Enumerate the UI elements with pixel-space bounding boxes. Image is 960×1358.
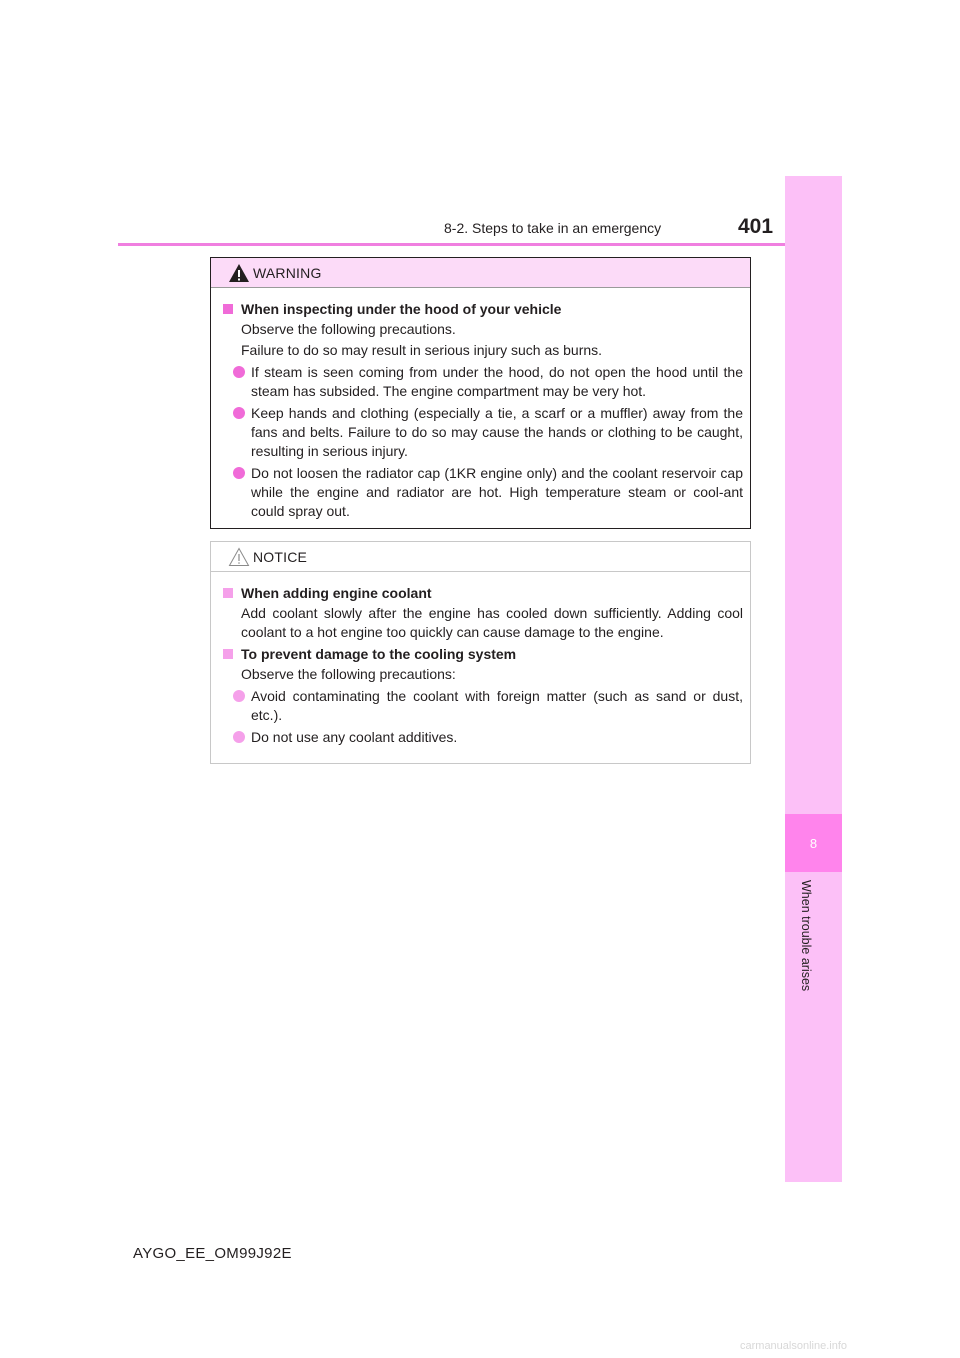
notice-section-title-text: To prevent damage to the cooling system xyxy=(241,646,517,662)
warning-intro-1: Observe the following precautions. xyxy=(241,321,456,337)
warning-title: WARNING xyxy=(253,265,322,281)
circle-bullet-icon xyxy=(233,731,245,743)
warning-box xyxy=(210,257,751,529)
warning-bullet xyxy=(219,464,743,521)
notice-bullet xyxy=(219,728,743,747)
notice-content xyxy=(219,584,743,749)
notice-section-text: Add coolant slowly after the engine has cooled down sufficiently. Adding cool coolant to a hot engine too quickly can cause damage to the engine. xyxy=(241,605,743,640)
watermark: carmanualsonline.info xyxy=(740,1340,848,1352)
warning-bullet xyxy=(219,404,743,461)
warning-bullet-text: If steam is seen coming from under the hood, do not open the hood until the steam has subsided. The engine compartment may be very hot. xyxy=(251,364,743,399)
circle-bullet-icon xyxy=(233,467,245,479)
document-code: AYGO_EE_OM99J92E xyxy=(133,1245,292,1262)
warning-section-title-text: When inspecting under the hood of your vehicle xyxy=(241,301,562,317)
circle-bullet-icon xyxy=(233,366,245,378)
square-bullet-icon xyxy=(223,649,233,659)
warning-bullet xyxy=(219,363,743,401)
square-bullet-icon xyxy=(223,588,233,598)
page-number: 401 xyxy=(738,215,774,238)
warning-header xyxy=(211,258,750,288)
notice-section-title xyxy=(219,645,743,664)
warning-bullet-text: Do not loosen the radiator cap (1KR engine only) and the coolant reservoir cap while the engine and radiator are hot. High temperature steam or cool-ant could spray out. xyxy=(251,465,743,519)
warning-bullet-text: Keep hands and clothing (especially a tie, a scarf or a muffler) away from the fans and belts. Failure to do so may cause the hands or clothing to be caught, resulting in serious injury. xyxy=(251,405,743,459)
notice-bullet-text: Do not use any coolant additives. xyxy=(251,729,458,745)
header-rule xyxy=(118,243,842,246)
notice-section-text: Observe the following precautions: xyxy=(241,666,456,682)
notice-section-title xyxy=(219,584,743,603)
side-chapter-block xyxy=(785,814,842,872)
notice-section-title-text: When adding engine coolant xyxy=(241,585,432,601)
warning-content xyxy=(219,300,743,523)
side-chapter-label-wrap xyxy=(785,880,842,1020)
side-tab xyxy=(785,176,842,1182)
chapter-number: 8 xyxy=(809,836,818,851)
square-bullet-icon xyxy=(223,304,233,314)
notice-header xyxy=(211,542,750,572)
circle-bullet-icon xyxy=(233,407,245,419)
notice-bullet xyxy=(219,687,743,725)
header-section-title: 8-2. Steps to take in an emergency xyxy=(444,220,662,236)
warning-section-title xyxy=(219,300,743,319)
notice-triangle-icon xyxy=(228,547,250,567)
warning-triangle-icon xyxy=(228,263,250,283)
warning-intro-2: Failure to do so may result in serious injury such as burns. xyxy=(241,342,603,358)
notice-bullet-text: Avoid contaminating the coolant with foreign matter (such as sand or dust, etc.). xyxy=(251,688,743,723)
notice-title: NOTICE xyxy=(253,549,308,565)
chapter-label: When trouble arises xyxy=(799,880,813,992)
circle-bullet-icon xyxy=(233,690,245,702)
notice-box xyxy=(210,541,751,764)
